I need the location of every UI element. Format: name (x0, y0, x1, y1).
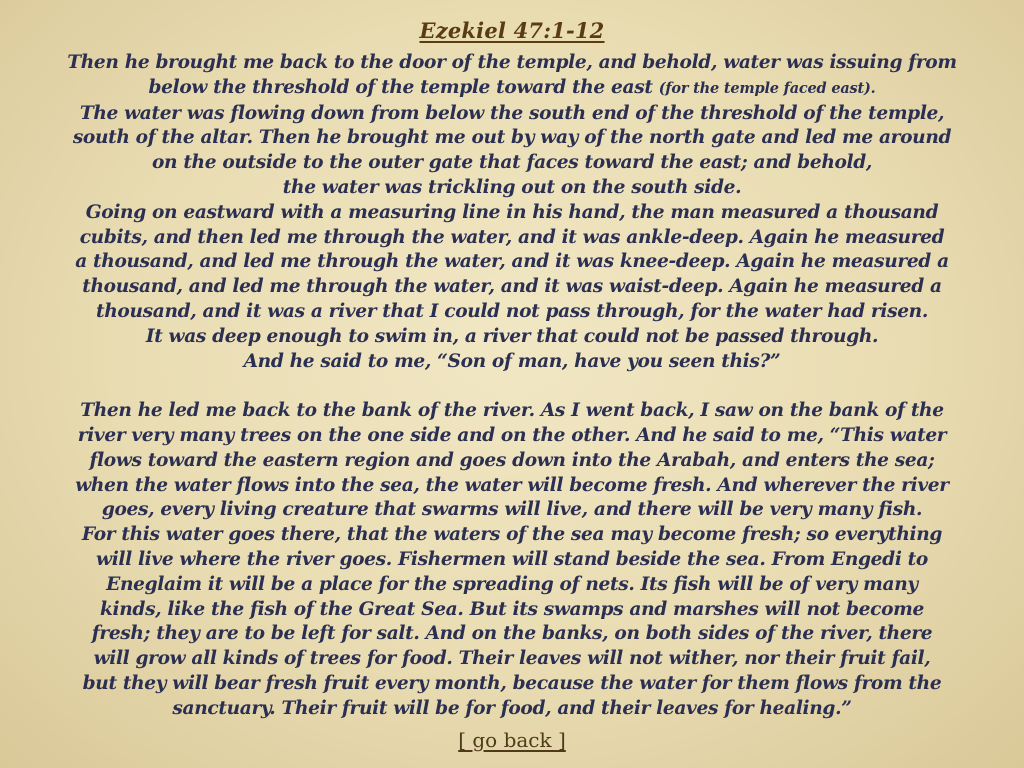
text-line: thousand, and it was a river that I could not pass through, for the water had risen. (96, 300, 928, 322)
paragraph-gap (16, 374, 1008, 399)
text-line: And he said to me, “Son of man, have you seen this?” (243, 350, 781, 372)
scripture-text (16, 51, 1008, 722)
text-line: thousand, and led me through the water, and it was waist-deep. Again he measured a (82, 276, 942, 298)
text-line: Going on eastward with a measuring line in his hand, the man measured a thousand (85, 201, 939, 223)
text-line: south of the altar. Then he brought me out by way of the north gate and led me around (72, 127, 952, 149)
text-segment: below the threshold of the temple toward the east (148, 76, 659, 98)
text-line: goes, every living creature that swarms will live, and there will be very many fish. (101, 499, 923, 521)
text-line: fresh; they are to be left for salt. And on the banks, on both sides of the river, there (91, 623, 933, 645)
text-line: the water was trickling out on the south side. (282, 176, 742, 198)
text-line: For this water goes there, that the waters of the sea may become fresh; so everything (81, 524, 943, 546)
parenthetical-note: (for the temple faced east). (658, 79, 876, 97)
text-line: will live where the river goes. Fishermen will stand beside the sea. From Engedi to (96, 548, 928, 570)
text-line: river very many trees on the one side and on the other. And he said to me, “This water (77, 424, 947, 446)
text-line: kinds, like the fish of the Great Sea. But its swamps and marshes will not become (100, 598, 924, 620)
text-line: flows toward the eastern region and goes down into the Arabah, and enters the sea; (89, 449, 935, 471)
page-title: Ezekiel 47:1-12 (419, 18, 605, 43)
text-line: a thousand, and led me through the water, and it was knee-deep. Again he measured a (75, 251, 949, 273)
text-line: sanctuary. Their fruit will be for food, and their leaves for healing.” (172, 697, 852, 719)
go-back-link[interactable]: [ go back ] (458, 728, 566, 752)
text-line: will grow all kinds of trees for food. Their leaves will not wither, nor their fruit fail, (93, 648, 931, 670)
text-line: The water was flowing down from below the south end of the threshold of the temple, (79, 102, 945, 124)
text-line (16, 76, 1008, 102)
text-line: Then he brought me back to the door of the temple, and behold, water was issuing from (67, 52, 957, 73)
text-line: but they will bear fresh fruit every month, because the water for them flows from the (82, 672, 942, 694)
text-line: when the water flows into the sea, the water will become fresh. And wherever the river (75, 474, 949, 496)
text-line: on the outside to the outer gate that faces toward the east; and behold, (151, 152, 873, 174)
text-line: Eneglaim it will be a place for the spreading of nets. Its fish will be of very many (106, 573, 918, 595)
text-line: cubits, and then led me through the water, and it was ankle-deep. Again he measured (79, 226, 945, 248)
text-line: Then he led me back to the bank of the river. As I went back, I saw on the bank of the (80, 400, 944, 422)
text-line: It was deep enough to swim in, a river that could not be passed through. (145, 325, 879, 347)
